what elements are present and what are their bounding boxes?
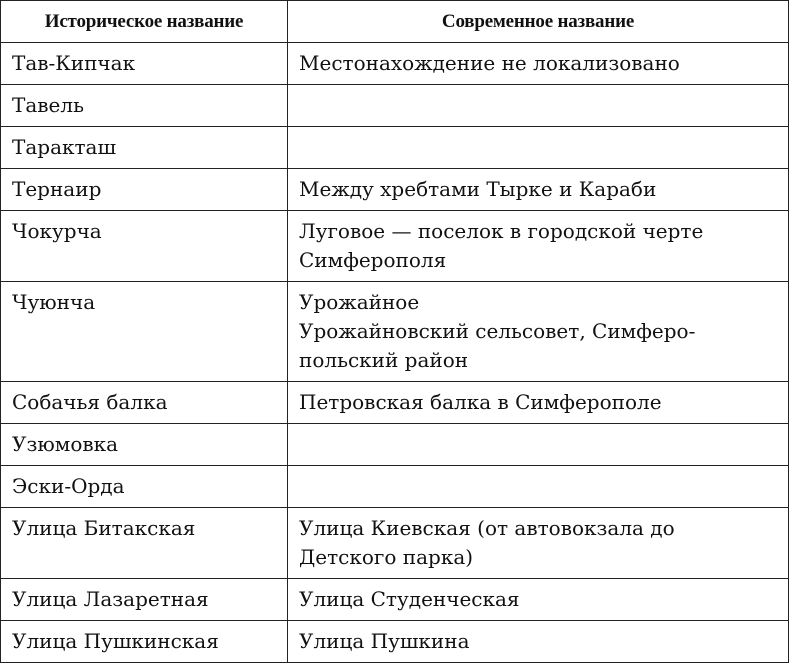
modern-name-line: Симферополя: [299, 248, 447, 272]
table-row: [1, 508, 789, 579]
modern-name-line: Луговое — поселок в городской черте: [299, 219, 704, 243]
modern-name-cell: [288, 382, 789, 424]
modern-name-cell: [288, 579, 789, 621]
modern-name-cell: [288, 85, 789, 127]
historical-name-cell: Узюмовка: [1, 424, 288, 466]
table-row: [1, 169, 789, 211]
historical-name-cell: Тав-Кипчак: [1, 43, 288, 85]
modern-name-line: Между хребтами Тырке и Караби: [299, 177, 657, 201]
table-row: [1, 85, 789, 127]
table-row: [1, 382, 789, 424]
historical-name-cell: Улица Битакская: [1, 508, 288, 579]
modern-name-cell: [288, 466, 789, 508]
historical-name-cell: Чокурча: [1, 211, 288, 282]
historical-name-cell: Таракташ: [1, 127, 288, 169]
historical-name-cell: Улица Пушкинская: [1, 621, 288, 663]
header-modern: Современное название: [288, 1, 789, 43]
modern-name-line: Урожайное: [299, 290, 420, 314]
modern-name-line: Петровская балка в Симферополе: [299, 390, 662, 414]
modern-name-cell: [288, 424, 789, 466]
modern-name-cell: [288, 621, 789, 663]
modern-name-cell: [288, 282, 789, 382]
historical-name-cell: Собачья балка: [1, 382, 288, 424]
modern-name-line: Местонахождение не локализовано: [299, 51, 680, 75]
modern-name-cell: [288, 508, 789, 579]
table-row: [1, 211, 789, 282]
modern-name-line: Улица Киевская (от автовокзала до: [299, 516, 675, 540]
modern-name-line: Детского парка): [299, 545, 474, 569]
historical-name-cell: Тернаир: [1, 169, 288, 211]
table-row: [1, 579, 789, 621]
modern-name-line: польский район: [299, 348, 469, 372]
table-row: [1, 424, 789, 466]
header-row: [1, 1, 789, 43]
modern-name-line: Улица Студенческая: [299, 587, 520, 611]
table-row: [1, 127, 789, 169]
historical-name-cell: Улица Лазаретная: [1, 579, 288, 621]
modern-name-cell: [288, 169, 789, 211]
modern-name-cell: [288, 127, 789, 169]
modern-name-line: Урожайновский сельсовет, Симферо-: [299, 319, 696, 343]
historical-name-cell: Эски-Орда: [1, 466, 288, 508]
modern-name-cell: [288, 211, 789, 282]
historical-name-cell: Тавель: [1, 85, 288, 127]
table-row: [1, 466, 789, 508]
modern-name-cell: [288, 43, 789, 85]
table-row: [1, 621, 789, 663]
table-row: [1, 282, 789, 382]
header-historical: Историческое название: [1, 1, 288, 43]
historical-name-cell: Чуюнча: [1, 282, 288, 382]
table-row: [1, 43, 789, 85]
modern-name-line: Улица Пушкина: [299, 629, 470, 653]
